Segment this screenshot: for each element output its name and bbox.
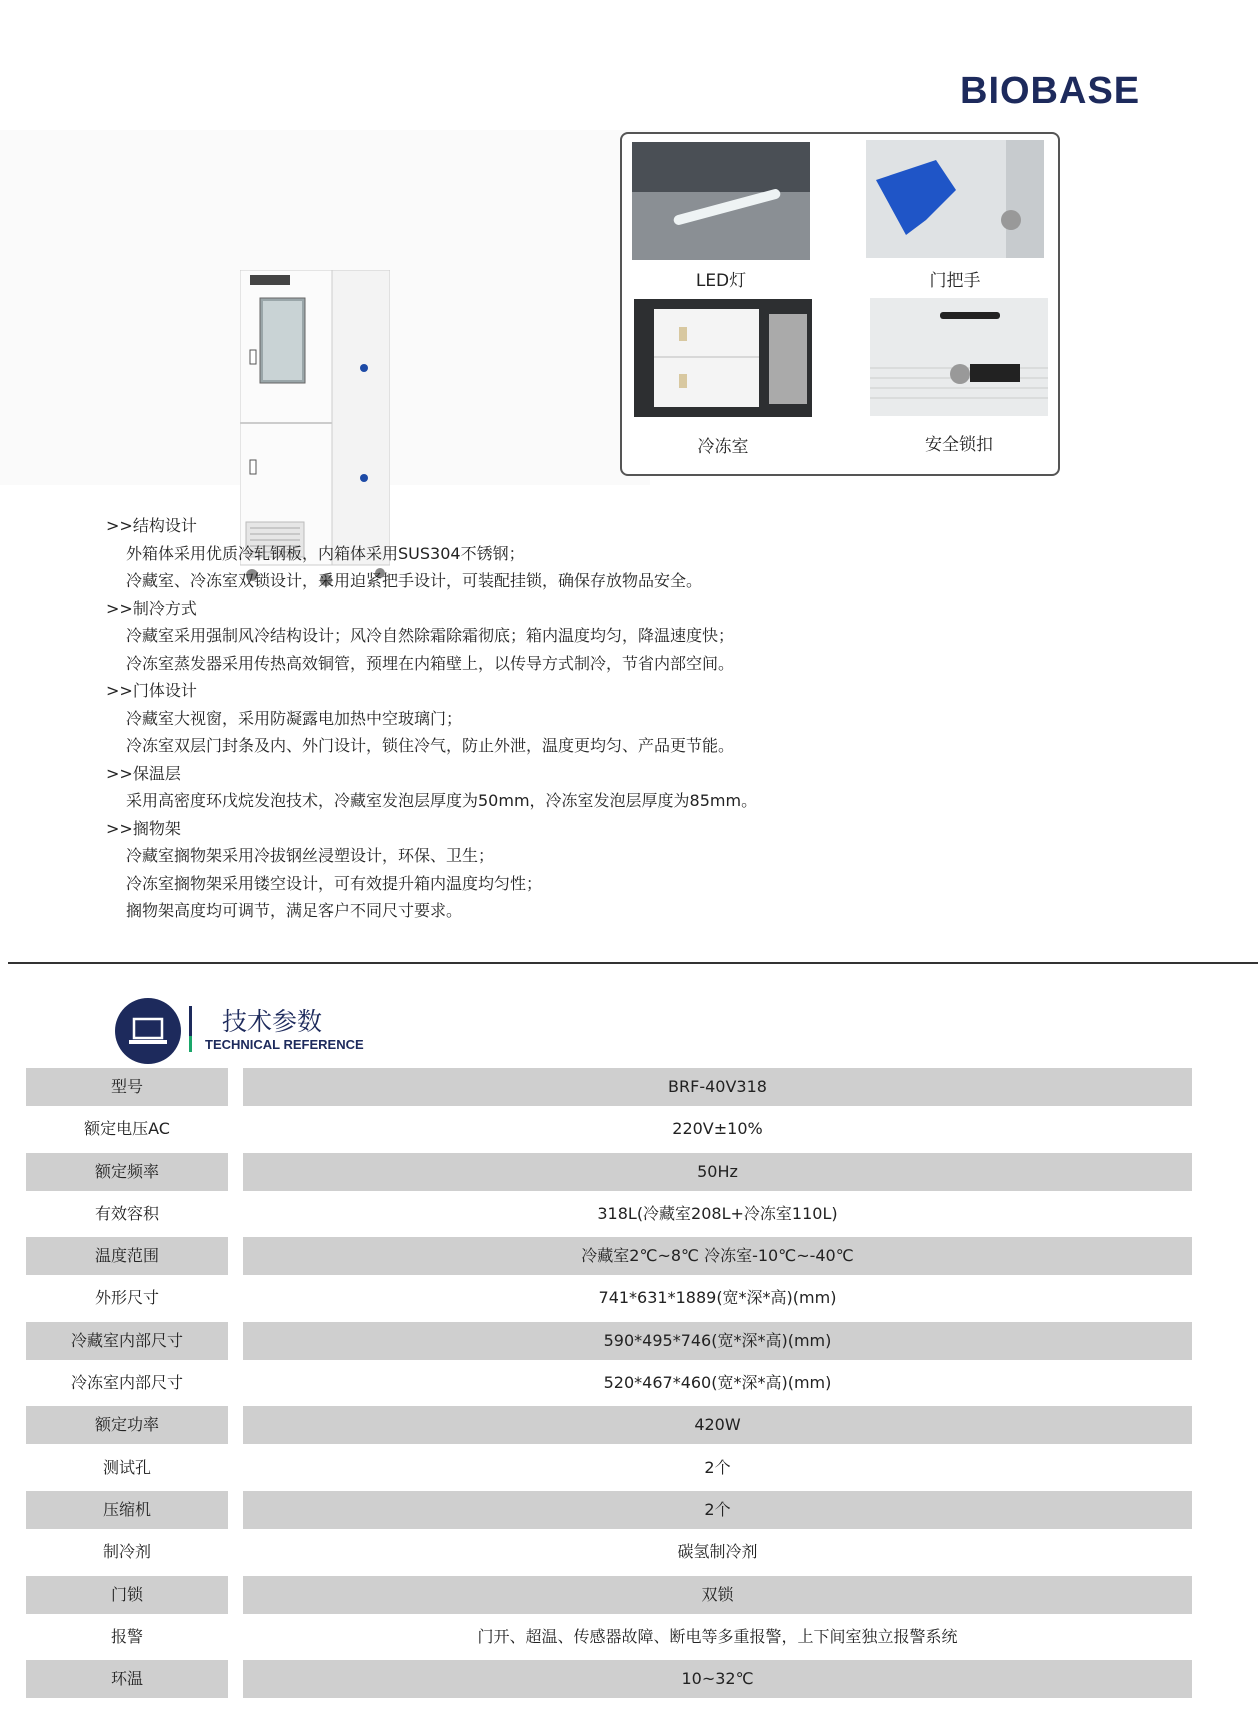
- feature-title: >>搁物架: [106, 818, 181, 838]
- spec-value: 2个: [243, 1491, 1192, 1529]
- spec-key: 门锁: [26, 1576, 228, 1614]
- feature-line: 外箱体采用优质冷轧钢板，内箱体采用SUS304不锈钢；: [126, 543, 525, 563]
- table-row: [26, 1235, 1192, 1277]
- freezer-image: [634, 299, 812, 417]
- spec-table: [26, 1066, 1192, 1700]
- detail-label-freezer: 冷冻室: [697, 437, 749, 457]
- spec-key: 压缩机: [26, 1491, 228, 1529]
- product-image: [0, 130, 650, 485]
- section-divider: [8, 962, 1258, 964]
- table-row: [26, 1447, 1192, 1489]
- spec-key: 环温: [26, 1660, 228, 1698]
- spec-value: 520*467*460(宽*深*高)(mm): [603, 1373, 832, 1393]
- spec-value: 741*631*1889(宽*深*高)(mm): [598, 1288, 837, 1308]
- door-handle-image: [866, 140, 1044, 258]
- table-row: [26, 1320, 1192, 1362]
- led-light-image: [632, 142, 810, 260]
- spec-key: 有效容积: [94, 1203, 159, 1223]
- tech-subtitle: TECHNICAL REFERENCE: [205, 1037, 364, 1052]
- detail-label-lock: 安全锁扣: [925, 435, 993, 455]
- spec-key: 型号: [26, 1068, 228, 1106]
- feature-title: >>保温层: [106, 763, 181, 783]
- tech-header-badge: [115, 998, 181, 1064]
- spec-key: 温度范围: [26, 1237, 228, 1275]
- feature-title: >>制冷方式: [106, 598, 197, 618]
- table-row: [26, 1193, 1192, 1235]
- feature-title: >>结构设计: [106, 516, 197, 535]
- spec-value: 50Hz: [243, 1153, 1192, 1191]
- feature-list: [106, 512, 826, 925]
- feature-line: 冷藏室搁物架采用冷拔钢丝浸塑设计，环保、卫生；: [126, 846, 495, 865]
- brand-logo: BIOBASE: [960, 70, 1141, 112]
- spec-key: 测试孔: [102, 1457, 151, 1477]
- table-row: [26, 1404, 1192, 1446]
- safety-lock-image: [870, 298, 1048, 416]
- spec-key: 冷藏室内部尺寸: [26, 1322, 228, 1360]
- feature-line: 冷冻室双层门封条及内、外门设计，锁住冷气，防止外泄，温度更均匀、产品更节能。: [126, 736, 735, 755]
- spec-key: 外形尺寸: [94, 1288, 159, 1308]
- spec-key: 制冷剂: [102, 1542, 151, 1562]
- table-row: [26, 1658, 1192, 1700]
- detail-panel: [620, 132, 1060, 476]
- feature-line: 冷藏室采用强制风冷结构设计；风冷自然除霜除霜彻底；箱内温度均匀，降温速度快；: [126, 626, 735, 645]
- spec-value: 2个: [704, 1457, 731, 1477]
- table-row: [26, 1066, 1192, 1108]
- spec-value: 碳氢制冷剂: [677, 1542, 758, 1562]
- feature-line: 采用高密度环戊烷发泡技术，冷藏室发泡层厚度为50mm，冷冻室发泡层厚度为85mm。: [126, 791, 758, 810]
- spec-key: 报警: [110, 1626, 143, 1646]
- feature-line: 冷冻室搁物架采用镂空设计，可有效提升箱内温度均匀性；: [126, 873, 543, 893]
- tech-title: 技术参数: [222, 1007, 323, 1036]
- spec-value: 10~32℃: [243, 1660, 1192, 1698]
- spec-value: 590*495*746(宽*深*高)(mm): [243, 1322, 1192, 1360]
- spec-value: 420W: [243, 1406, 1192, 1444]
- table-row: [26, 1277, 1192, 1319]
- spec-value: 318L(冷藏室208L+冷冻室110L): [597, 1203, 838, 1223]
- spec-value: 双锁: [243, 1576, 1192, 1614]
- spec-key: 额定功率: [26, 1406, 228, 1444]
- table-row: [26, 1108, 1192, 1150]
- detail-label-handle: 门把手: [929, 271, 981, 291]
- spec-key: 额定频率: [26, 1153, 228, 1191]
- table-row: [26, 1362, 1192, 1404]
- spec-value: 门开、超温、传感器故障、断电等多重报警，上下间室独立报警系统: [477, 1626, 958, 1646]
- table-row: [26, 1616, 1192, 1658]
- table-row: [26, 1531, 1192, 1573]
- laptop-icon: [115, 998, 181, 1064]
- spec-value: 冷藏室2℃~8℃ 冷冻室-10℃~-40℃: [243, 1237, 1192, 1275]
- feature-line: 冷藏室、冷冻室双锁设计，采用迫紧把手设计，可装配挂锁，确保存放物品安全。: [126, 571, 703, 590]
- table-row: [26, 1151, 1192, 1193]
- feature-title: >>门体设计: [106, 681, 197, 700]
- spec-key: 额定电压AC: [84, 1119, 170, 1139]
- spec-value: 220V±10%: [672, 1119, 763, 1139]
- table-row: [26, 1574, 1192, 1616]
- detail-label-led: LED灯: [695, 271, 747, 291]
- tech-header-accent: [189, 1036, 192, 1052]
- feature-line: 搁物架高度均可调节，满足客户不同尺寸要求。: [126, 901, 463, 920]
- table-row: [26, 1489, 1192, 1531]
- feature-line: 冷冻室蒸发器采用传热高效铜管，预埋在内箱壁上，以传导方式制冷，节省内部空间。: [126, 653, 735, 673]
- spec-key: 冷冻室内部尺寸: [70, 1373, 183, 1393]
- feature-line: 冷藏室大视窗，采用防凝露电加热中空玻璃门；: [126, 708, 463, 728]
- spec-value: BRF-40V318: [243, 1068, 1192, 1106]
